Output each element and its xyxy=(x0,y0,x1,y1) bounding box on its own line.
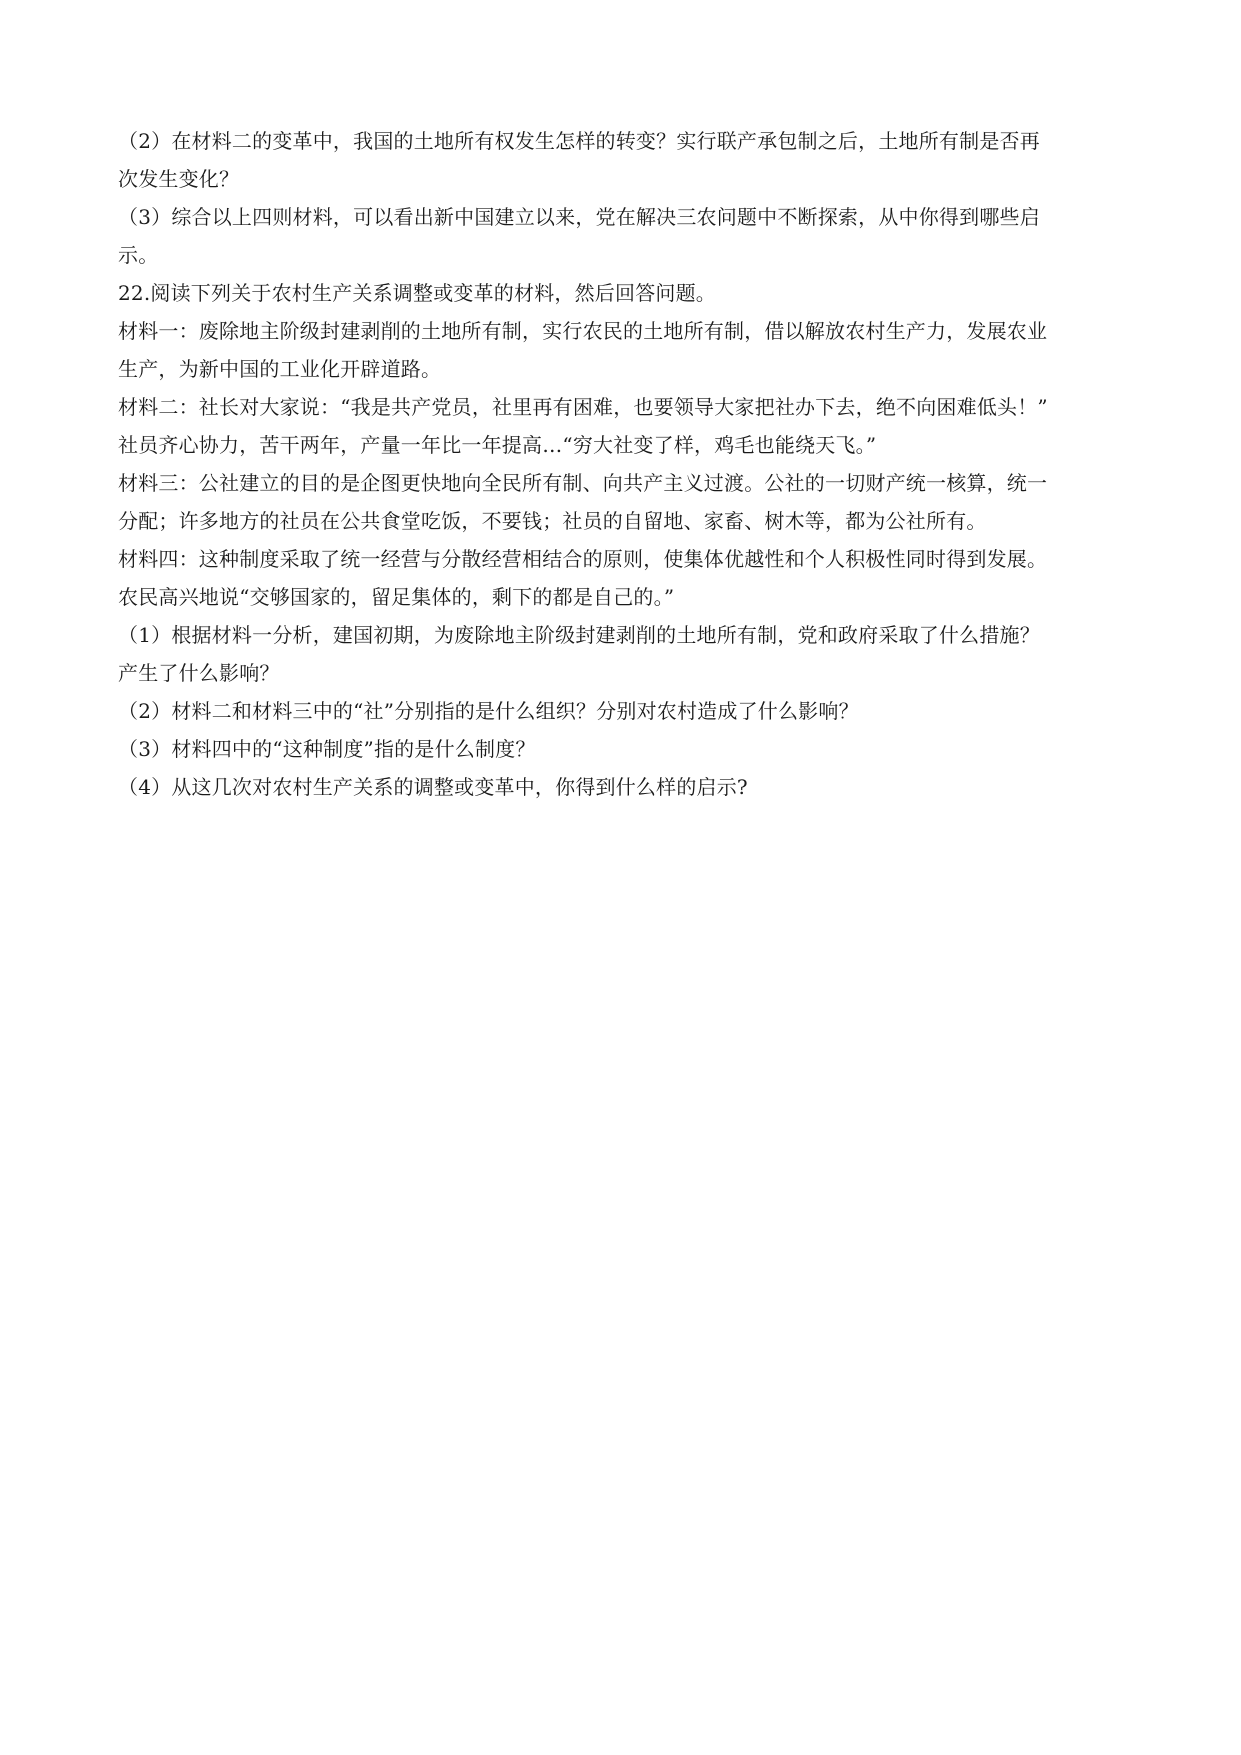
sub-question-3: （3）材料四中的“这种制度”指的是什么制度？ xyxy=(118,737,536,761)
material-2-line-1: 材料二：社长对大家说：“我是共产党员，社里再有困难，也要领导大家把社办下去，绝不向困难低头！” xyxy=(118,395,1048,419)
material-2-line-2: 社员齐心协力，苦干两年，产量一年比一年提高…“穷大社变了样，鸡毛也能绕天飞。” xyxy=(118,433,877,457)
material-4-line-1: 材料四：这种制度采取了统一经营与分散经营相结合的原则，使集体优越性和个人积极性同时得到发展。 xyxy=(118,547,1048,571)
material-3-line-2: 分配；许多地方的社员在公共食堂吃饭，不要钱；社员的自留地、家畜、树木等，都为公社所有。 xyxy=(118,509,987,533)
question-22-heading: 22.阅读下列关于农村生产关系调整或变革的材料，然后回答问题。 xyxy=(118,281,717,305)
material-3-line-1: 材料三：公社建立的目的是企图更快地向全民所有制、向共产主义过渡。公社的一切财产统一核算，统一 xyxy=(118,471,1048,495)
question-2-line-2: 次发生变化？ xyxy=(118,167,240,191)
sub-question-1-line-2: 产生了什么影响？ xyxy=(118,661,280,685)
material-4-line-2: 农民高兴地说“交够国家的，留足集体的，剩下的都是自己的。” xyxy=(118,585,675,609)
document-page xyxy=(118,122,1128,806)
question-3-line-2: 示。 xyxy=(118,243,159,267)
sub-question-1-line-1: （1）根据材料一分析，建国初期，为废除地主阶级封建剥削的土地所有制，党和政府采取了什么措施？ xyxy=(118,623,1040,647)
material-1-line-2: 生产，为新中国的工业化开辟道路。 xyxy=(118,357,442,381)
material-1-line-1: 材料一：废除地主阶级封建剥削的土地所有制，实行农民的土地所有制，借以解放农村生产力，发展农业 xyxy=(118,319,1048,343)
sub-question-4: （4）从这几次对农村生产关系的调整或变革中，你得到什么样的启示? xyxy=(118,775,748,799)
question-2-line-1: （2）在材料二的变革中，我国的土地所有权发生怎样的转变？实行联产承包制之后，土地所有制是否再 xyxy=(118,129,1040,153)
question-3-line-1: （3）综合以上四则材料，可以看出新中国建立以来，党在解决三农问题中不断探索，从中你得到哪些启 xyxy=(118,205,1040,229)
sub-question-2: （2）材料二和材料三中的“社”分别指的是什么组织？分别对农村造成了什么影响？ xyxy=(118,699,859,723)
